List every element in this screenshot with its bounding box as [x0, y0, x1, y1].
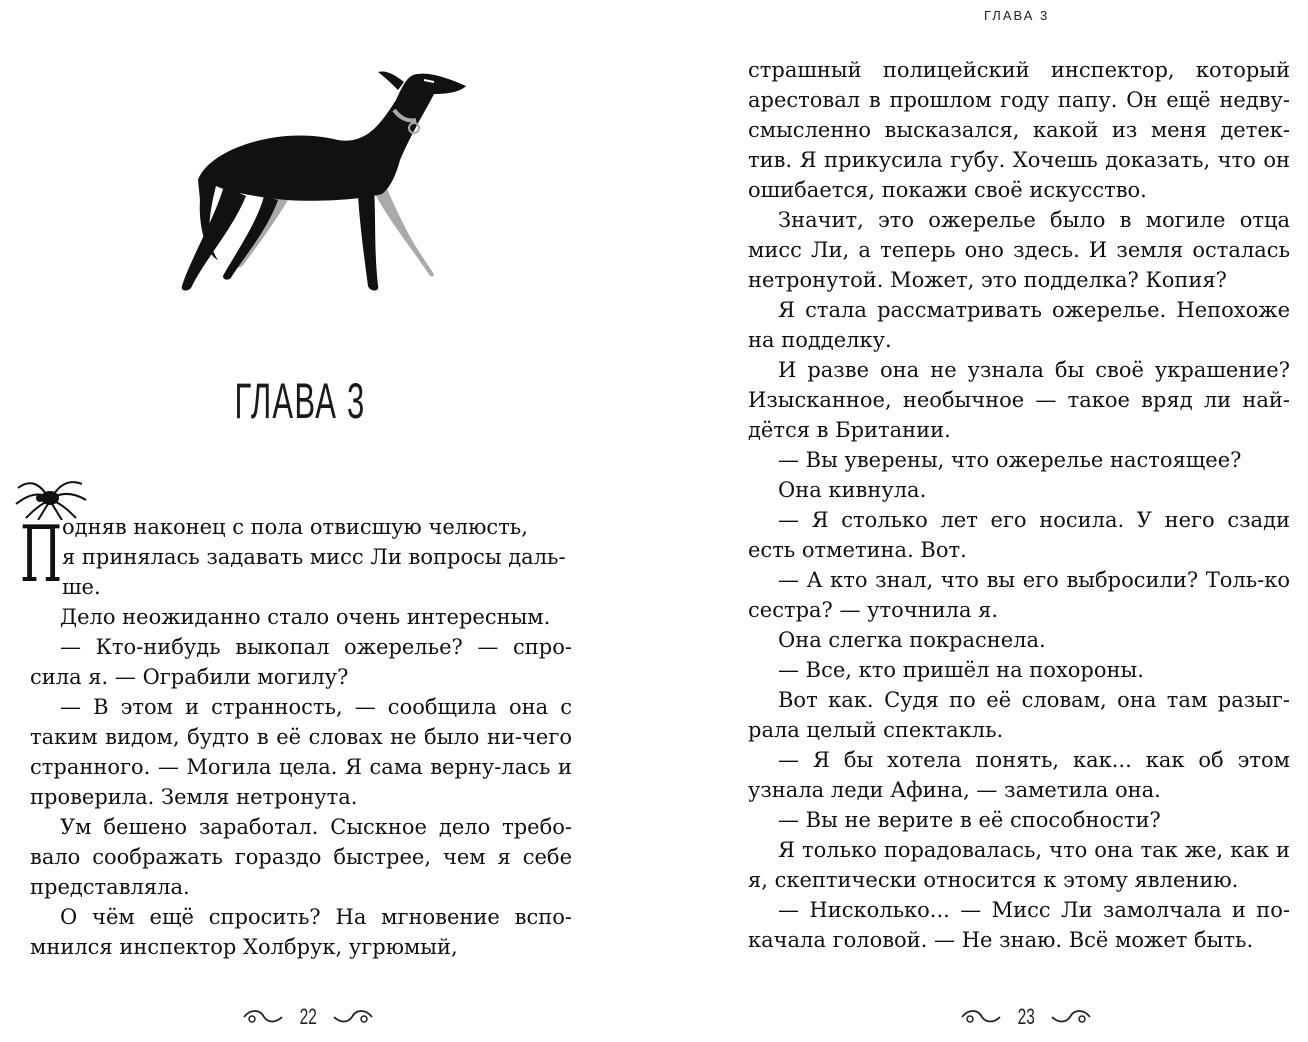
right-body-text [748, 55, 1290, 955]
first-paragraph [62, 512, 572, 602]
paragraph: — Все, кто пришёл на похороны. [778, 658, 1144, 682]
flourish-ornament-icon [330, 1007, 376, 1027]
paragraph: Вот как. Судя по её словам, она там разыг-рала целый спектакль. [748, 688, 1290, 742]
paragraph: Ум бешено заработал. Сыскное дело требо-вало соображать гораздо быстрее, чем я себе представляла. [30, 815, 572, 899]
drop-cap: П [20, 510, 63, 600]
flourish-ornament-icon [958, 1007, 1004, 1027]
paragraph: страшный полицейский инспектор, который арестовал в прошлом году папу. Он ещё недву-смысленно высказался, какой из меня детек-тив. Я прикусила губу. Хочешь доказать, что он ошибается, покажи своё искусство. [748, 58, 1290, 202]
chapter-title: ГЛАВА 3 [234, 373, 366, 429]
paragraph: — Я бы хотела понять, как... как об этом узнала леди Афина, — заметила она. [748, 748, 1290, 802]
text-line: ше. [62, 575, 101, 599]
text-line: я принялась задавать мисс Ли вопросы даль- [62, 545, 566, 569]
paragraph: Значит, это ожерелье было в могиле отца мисс Ли, а теперь оно здесь. И земля осталась нетронутой. Может, это подделка? Копия? [748, 208, 1290, 292]
page-number: 22 [299, 1004, 317, 1029]
text-line: одняв наконец с пола отвисшую челюсть, [62, 515, 528, 539]
paragraph: Дело неожиданно стало очень интересным. [60, 605, 551, 629]
paragraph: О чём ещё спросить? На мгновение вспо-мнился инспектор Холбрук, угрюмый, [30, 905, 572, 959]
running-header: ГЛАВА 3 [984, 8, 1050, 23]
paragraph: — Вы уверены, что ожерелье настоящее? [778, 448, 1242, 472]
paragraph: Она кивнула. [778, 478, 927, 502]
paragraph: — Вы не верите в её способности? [778, 808, 1161, 832]
paragraph: — Я столько лет его носила. У него сзади есть отметина. Вот. [748, 508, 1290, 562]
flourish-ornament-icon [1048, 1007, 1094, 1027]
flourish-ornament-icon [240, 1007, 286, 1027]
paragraph: — А кто знал, что вы его выбросили? Толь-ко сестра? — уточнила я. [748, 568, 1290, 622]
paragraph: Я только порадовалась, что она так же, как и я, скептически относится к этому явлению. [748, 838, 1290, 892]
left-body-text [30, 602, 572, 962]
paragraph: Я стала рассматривать ожерелье. Непохоже на подделку. [748, 298, 1290, 352]
paragraph: Она слегка покраснела. [778, 628, 1046, 652]
page-number-left [240, 1002, 376, 1032]
paragraph: И разве она не узнала бы своё украшение? Изысканное, необычное — такое вряд ли най-дётся в Британии. [748, 358, 1290, 442]
page-number-right [958, 1002, 1094, 1032]
greyhound-dog-illustration [168, 60, 488, 300]
paragraph: — Нисколько... — Мисс Ли замолчала и по-качала головой. — Не знаю. Всё может быть. [748, 898, 1290, 952]
paragraph: — В этом и странность, — сообщила она с таким видом, будто в её словах не было ни-чего странного. — Могила цела. Я сама верну-лась и проверила. Земля нетронута. [30, 695, 572, 809]
right-page [654, 0, 1308, 1042]
paragraph: — Кто-нибудь выкопал ожерелье? — спро-сила я. — Ограбили могилу? [30, 635, 572, 689]
page-number: 23 [1017, 1004, 1035, 1029]
